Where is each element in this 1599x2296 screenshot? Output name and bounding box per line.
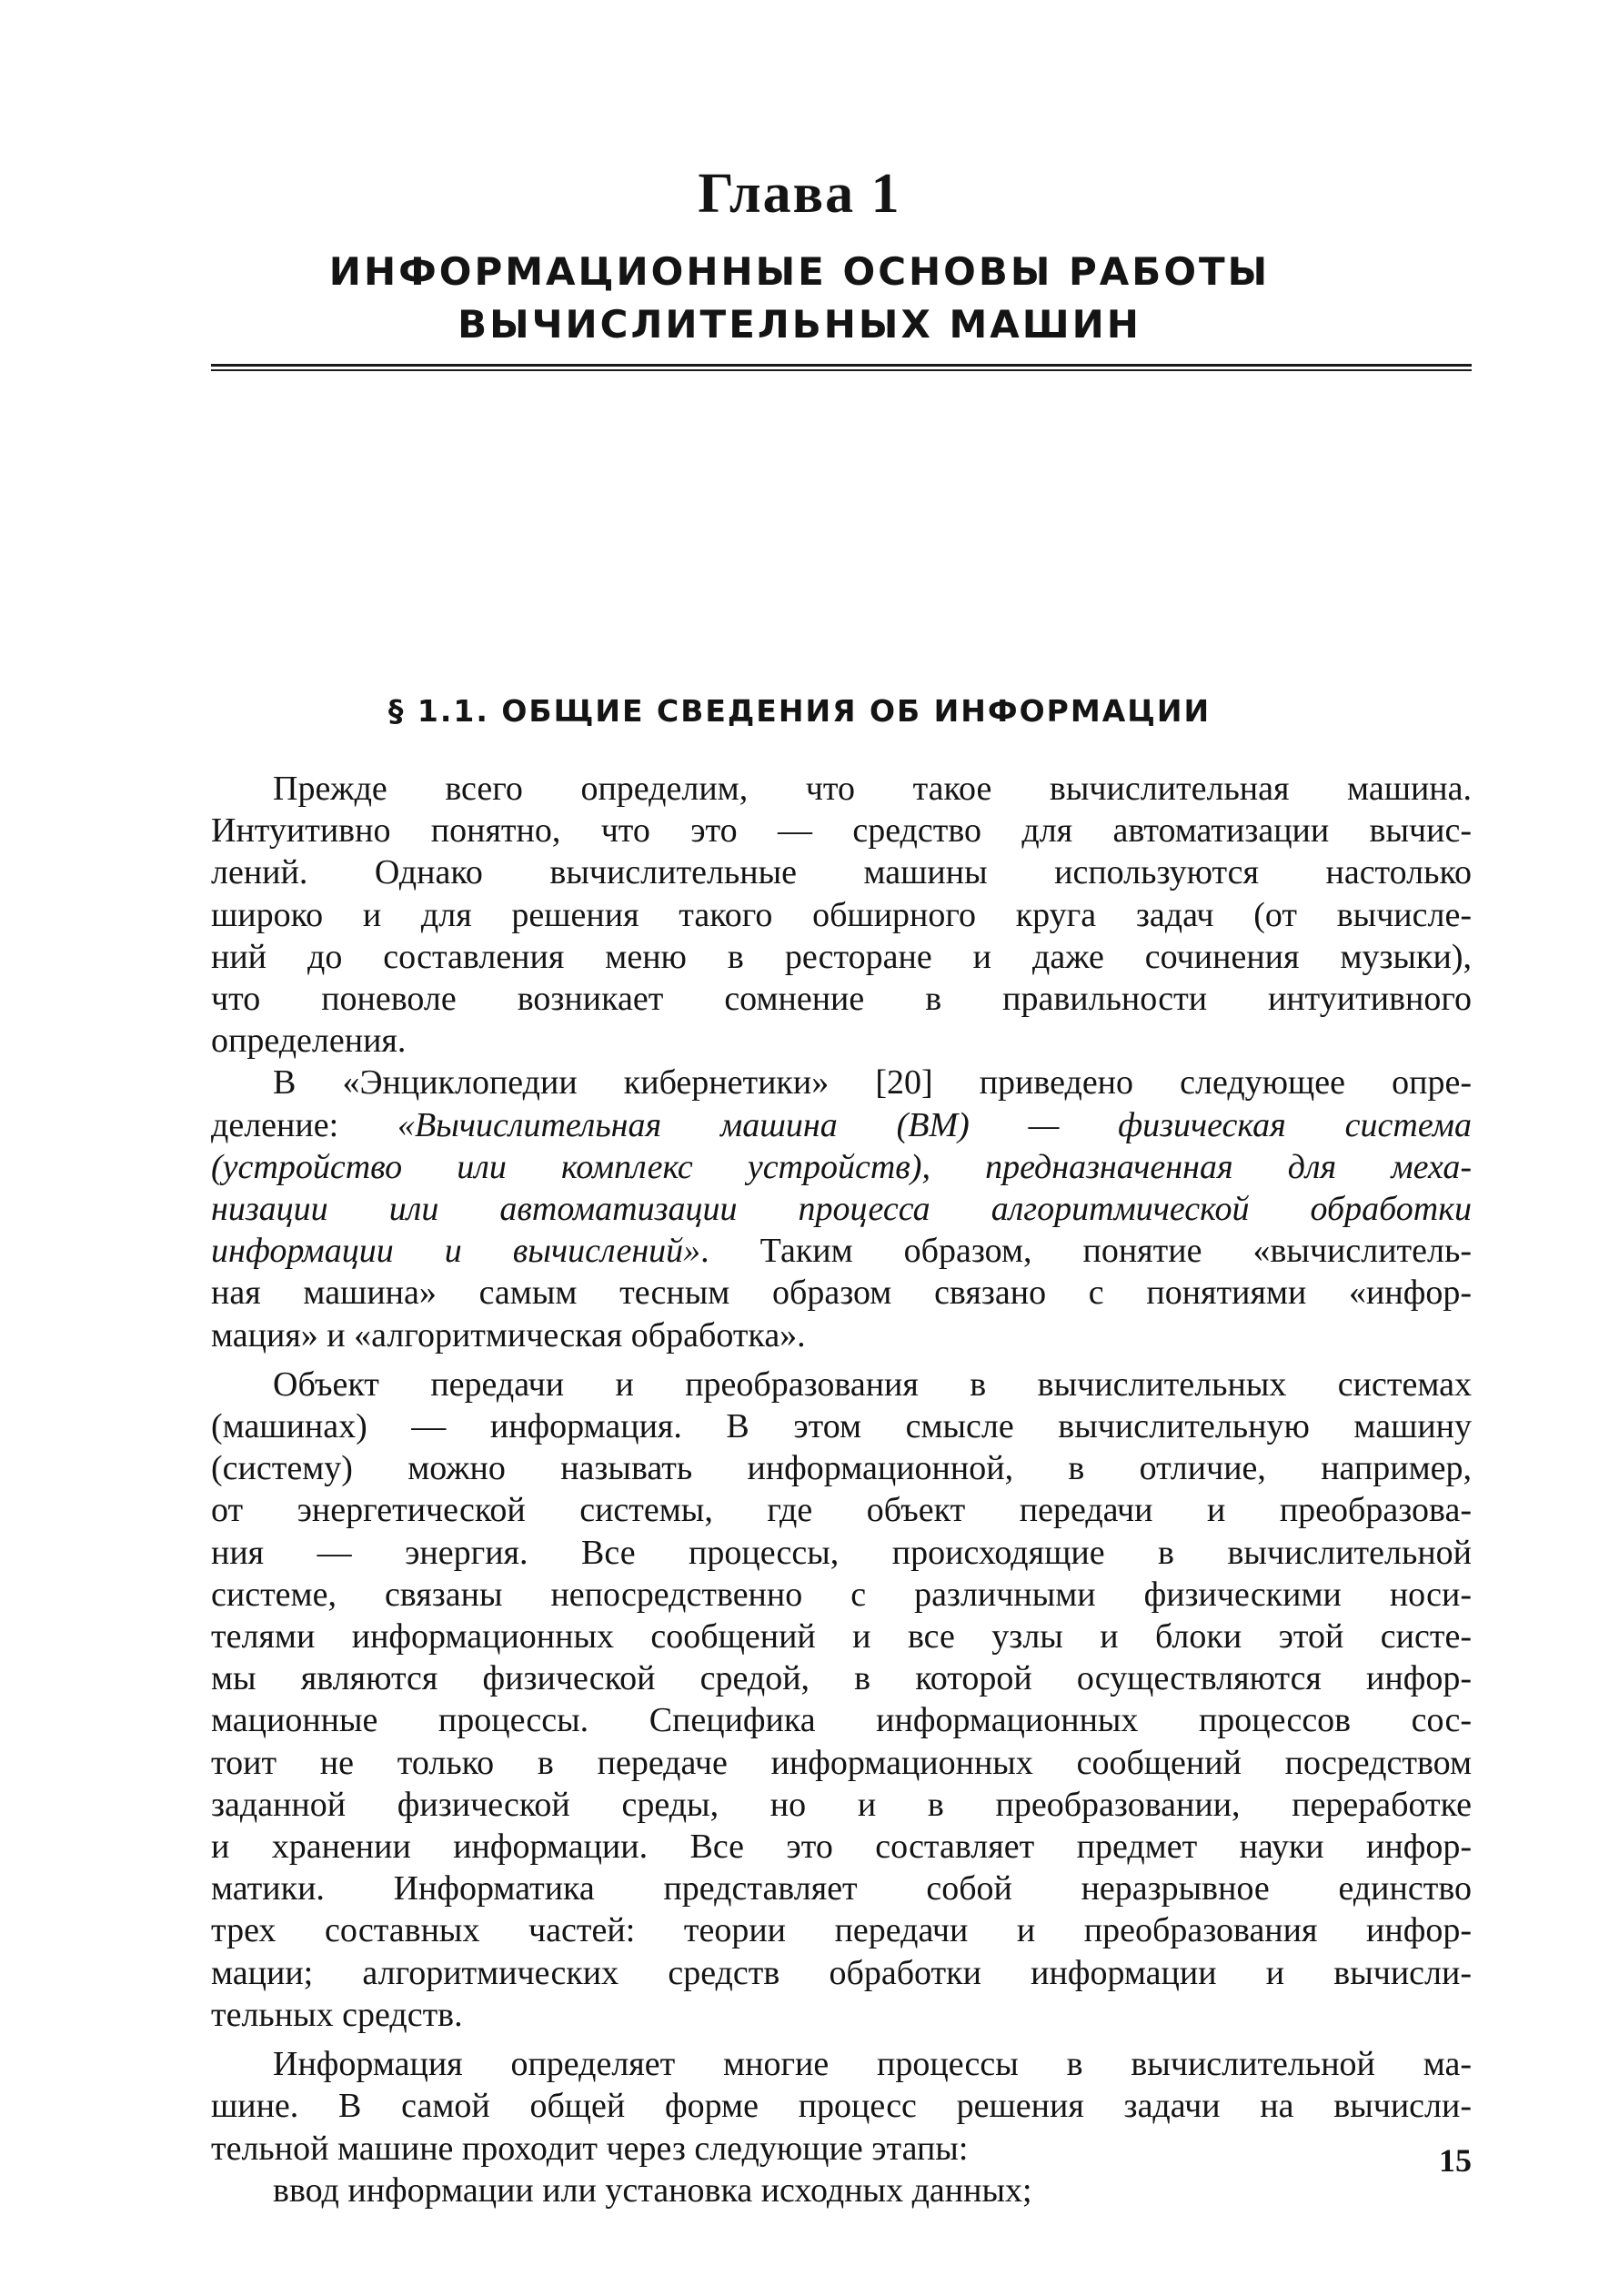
body-text: [211, 768, 1472, 2211]
text-line: [211, 1146, 1472, 1188]
text-line: мации; алгоритмических средств обработки информации и вычисли-: [211, 1953, 1472, 1992]
text-line: Информация определяет многие процессы в вычислительной ма-: [273, 2045, 1472, 2084]
definition-quote: (устройство или комплекс устройств), предназначенная для меха-: [211, 1147, 1472, 1186]
text-line: (систему) можно называть информационной, в отличие, например,: [211, 1449, 1472, 1488]
text-line: шине. В самой общей форме процесс решения задачи на вычисли-: [211, 2087, 1472, 2126]
text-line: лений. Однако вычислительные машины используются настолько: [211, 853, 1472, 892]
text-line: матики. Информатика представляет собой неразрывное единство: [211, 1869, 1472, 1908]
text-line: от энергетической системы, где объект передачи и преобразова-: [211, 1491, 1472, 1530]
text-line: Прежде всего определим, что такое вычислительная машина.: [273, 770, 1472, 808]
text-line: мы являются физической средой, в которой осуществляются инфор-: [211, 1659, 1472, 1698]
definition-quote: информации и вычислений»: [211, 1232, 701, 1271]
chapter-divider: [211, 364, 1472, 367]
text-line: [211, 1230, 1472, 1272]
chapter-title: [0, 246, 1599, 351]
text-line: мация» и «алгоритмическая обработка».: [211, 1315, 806, 1354]
text-line: трех составных частей: теории передачи и преобразования инфор-: [211, 1911, 1472, 1950]
text-line: широко и для решения такого обширного круга задач (от вычисле-: [211, 895, 1472, 934]
text-line: [211, 1104, 1472, 1146]
text-line: и хранении информации. Все это составляет предмет науки инфор-: [211, 1828, 1472, 1867]
text-line: телями информационных сообщений и все узлы и блоки этой систе-: [211, 1617, 1472, 1657]
text-line: определения.: [211, 1022, 407, 1061]
text-line: В «Энциклопедии кибернетики» [20] приведено следующее опре-: [273, 1063, 1472, 1103]
chapter-title-line: ИНФОРМАЦИОННЫЕ ОСНОВЫ РАБОТЫ: [328, 249, 1271, 294]
text-line: ная машина» самым тесным образом связано с понятиями «инфор-: [211, 1274, 1472, 1313]
text-run: . Таким образом, понятие «вычислитель-: [700, 1232, 1472, 1271]
text-line: ния — энергия. Все процессы, происходящие в вычислительной: [211, 1533, 1472, 1572]
definition-quote: низации или автоматизации процесса алгоритмической обработки: [211, 1190, 1472, 1229]
text-run: деление:: [211, 1105, 397, 1144]
text-line: тоит не только в передаче информационных сообщений посредством: [211, 1743, 1472, 1782]
text-line: заданной физической среды, но и в преобразовании, переработке: [211, 1785, 1472, 1824]
chapter-divider: [211, 369, 1472, 371]
definition-quote: «Вычислительная машина (ВМ) — физическая система: [397, 1105, 1472, 1144]
text-line: тельных средств.: [211, 1995, 463, 2034]
chapter-title-line: ВЫЧИСЛИТЕЛЬНЫХ МАШИН: [458, 302, 1141, 347]
section-heading: § 1.1. ОБЩИЕ СВЕДЕНИЯ ОБ ИНФОРМАЦИИ: [387, 693, 1212, 729]
text-line: [211, 1188, 1472, 1230]
page-number: 15: [1439, 2142, 1472, 2179]
text-line: ний до составления меню в ресторане и даже сочинения музыки),: [211, 937, 1472, 976]
text-line: системе, связаны непосредственно с различными физическими носи-: [211, 1575, 1472, 1614]
text-line: (машинах) — информация. В этом смысле вычислительную машину: [211, 1407, 1472, 1446]
text-line: Интуитивно понятно, что это — средство для автоматизации вычис-: [211, 811, 1472, 851]
text-line: ввод информации или установка исходных данных;: [273, 2170, 1032, 2210]
text-line: мационные процессы. Специфика информационных процессов сос-: [211, 1701, 1472, 1740]
chapter-label: Глава 1: [698, 163, 901, 225]
text-line: тельной машине проходит через следующие этапы:: [211, 2129, 969, 2168]
text-line: что поневоле возникает сомнение в правильности интуитивного: [211, 980, 1472, 1019]
text-line: Объект передачи и преобразования в вычислительных системах: [273, 1365, 1472, 1404]
